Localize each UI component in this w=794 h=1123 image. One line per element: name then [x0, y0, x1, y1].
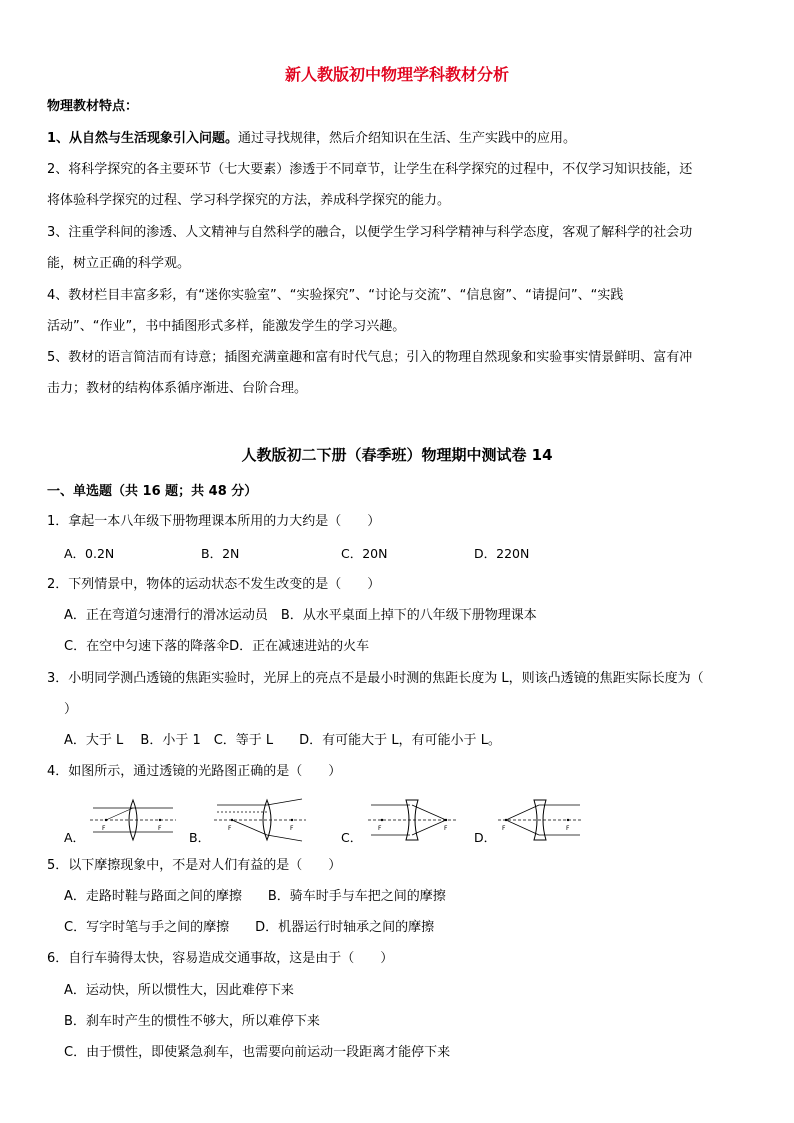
section-heading: 一、单选题（共 16 题；共 48 分）: [47, 484, 258, 499]
question-1-option-b: B．2N: [201, 546, 240, 561]
question-4-option-b: B．: [189, 830, 211, 845]
focus-label: F: [228, 825, 232, 832]
focus-label: F: [378, 825, 382, 832]
exam-title: 人教版初二下册（春季班）物理期中测试卷 14: [241, 446, 553, 464]
concave-lens-icon: [406, 800, 418, 840]
question-5-stem: 5．以下摩擦现象中，不是对人们有益的是（ ）: [47, 858, 342, 873]
question-2-options-ab: A．正在弯道匀速滑行的滑冰运动员 B．从水平桌面上掉下的八年级下册物理课本: [64, 608, 537, 623]
question-3-stem-line-2: ）: [64, 702, 78, 717]
feature-1-lead: 1、从自然与生活现象引入问题。: [47, 131, 239, 146]
question-4-option-a: A．: [64, 830, 86, 845]
question-1-option-d: D．220N: [474, 546, 530, 561]
document-title: 新人教版初中物理学科教材分析: [284, 65, 509, 84]
question-4-option-c: C．: [341, 830, 363, 845]
focus-label: F: [502, 825, 506, 832]
question-4-diagram-a: [88, 795, 178, 845]
question-4-diagram-c: [366, 795, 458, 845]
feature-4-line-1: 4、教材栏目丰富多彩，有“迷你实验室”、“实验探究”、“讨论与交流”、“信息窗”、“请提问”、“实践: [47, 288, 624, 303]
question-5-options-ab: A．走路时鞋与路面之间的摩擦 B．骑车时手与车把之间的摩擦: [64, 889, 446, 904]
feature-5-line-2: 击力；教材的结构体系循序渐进、台阶合理。: [47, 381, 308, 396]
question-5-options-cd: C．写字时笔与手之间的摩擦 D．机器运行时轴承之间的摩擦: [64, 920, 435, 935]
question-4-stem: 4．如图所示，通过透镜的光路图正确的是（ ）: [47, 764, 342, 779]
feature-3-line-2: 能，树立正确的科学观。: [47, 256, 191, 271]
focus-label: F: [290, 825, 294, 832]
question-1-stem: 1．拿起一本八年级下册物理课本所用的力大约是（ ）: [47, 514, 381, 529]
question-4-option-d: D．: [474, 830, 497, 845]
question-6-option-c: C．由于惯性，即使紧急刹车，也需要向前运动一段距离才能停下来: [64, 1045, 451, 1060]
feature-3-line-1: 3、注重学科间的渗透、人文精神与自然科学的融合，以便学生学习科学精神与科学态度，客观了解科学的社会功: [47, 225, 693, 240]
focus-label: F: [158, 825, 162, 832]
question-4-diagram-d: [496, 795, 584, 845]
feature-5-line-1: 5、教材的语言简洁而有诗意；插图充满童趣和富有时代气息；引入的物理自然现象和实验事实情景鲜明、富有冲: [47, 350, 693, 365]
question-6-option-b: B．刹车时产生的惯性不够大，所以难停下来: [64, 1014, 320, 1029]
question-1-option-a: A．0.2N: [64, 546, 115, 561]
feature-2-line-2: 将体验科学探究的过程、学习科学探究的方法，养成科学探究的能力。: [47, 193, 451, 208]
question-6-stem: 6．自行车骑得太快，容易造成交通事故，这是由于（ ）: [47, 951, 394, 966]
question-4-diagram-b: [212, 795, 308, 845]
focus-label: F: [102, 825, 106, 832]
question-6-option-a: A．运动快，所以惯性大，因此难停下来: [64, 983, 294, 998]
question-3-options: A．大于 L B．小于 1 C．等于 L D．有可能大于 L，有可能小于 L。: [64, 733, 501, 748]
focus-label: F: [444, 825, 448, 832]
features-heading: 物理教材特点：: [47, 99, 139, 114]
question-2-stem: 2．下列情景中，物体的运动状态不发生改变的是（ ）: [47, 577, 381, 592]
feature-1-text: 通过寻找规律，然后介绍知识在生活、生产实践中的应用。: [238, 131, 577, 146]
feature-2-line-1: 2、将科学探究的各主要环节（七大要素）渗透于不同章节，让学生在科学探究的过程中，不仅学习知识技能，还: [47, 162, 693, 177]
feature-1: [47, 131, 576, 147]
focus-label: F: [566, 825, 570, 832]
question-3-stem-line-1: 3．小明同学测凸透镜的焦距实验时，光屏上的亮点不是最小时测的焦距长度为 L，则该凸透镜的焦距实际长度为（: [47, 671, 704, 686]
feature-4-line-2: 活动”、“作业”，书中插图形式多样，能激发学生的学习兴趣。: [47, 319, 406, 334]
question-2-options-cd: C．在空中匀速下落的降落伞D．正在减速进站的火车: [64, 639, 370, 654]
question-1-option-c: C．20N: [341, 546, 388, 561]
